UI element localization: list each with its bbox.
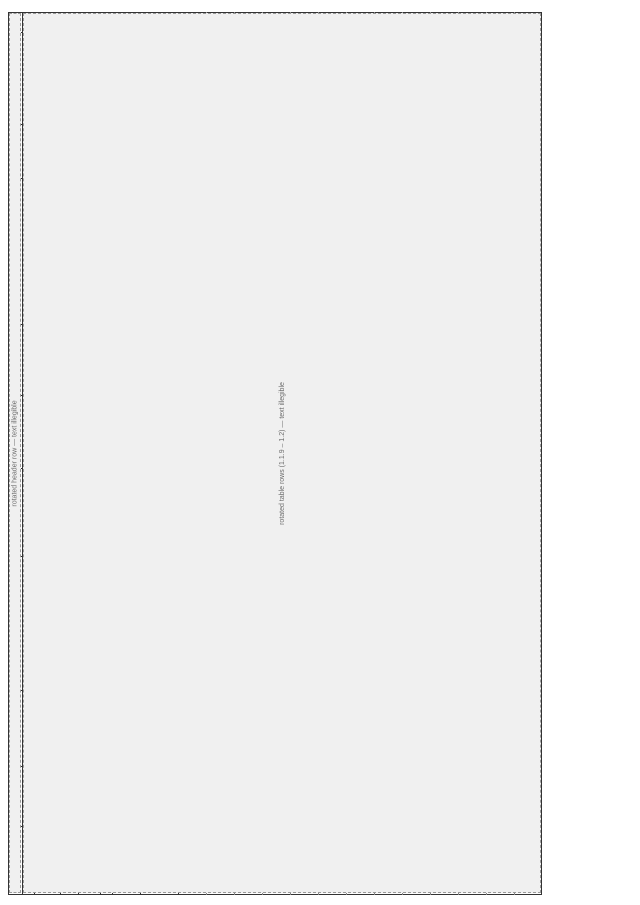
header-row-placeholder: rotated header row — text illegible <box>9 13 21 893</box>
table-rows-placeholder: rotated table rows (1.1.9 – 1.2) — text illegible <box>23 13 541 893</box>
